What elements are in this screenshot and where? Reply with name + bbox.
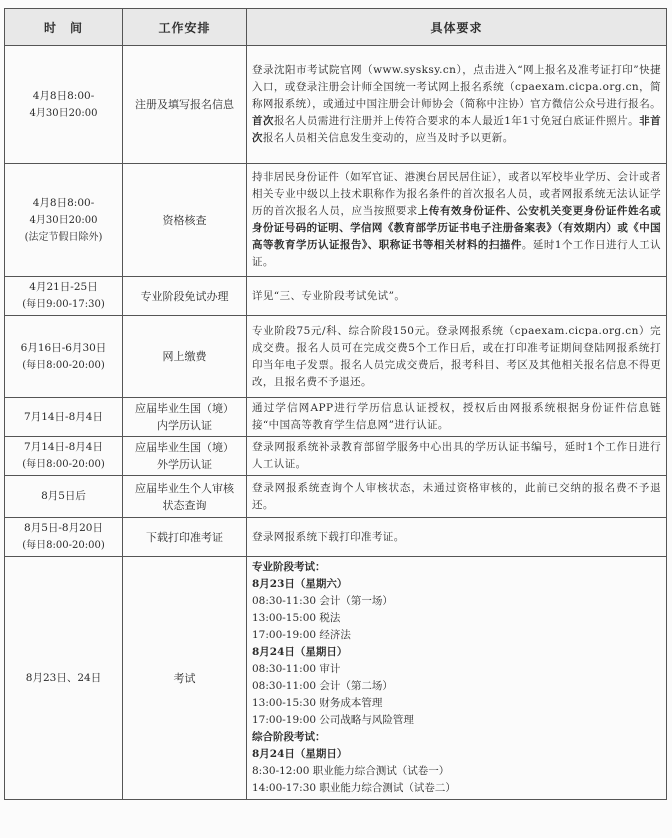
row-requirements bbox=[247, 277, 667, 316]
table-row bbox=[5, 277, 667, 316]
requirement-text bbox=[252, 323, 661, 391]
task-line: 资格核查 bbox=[162, 213, 207, 227]
row-requirements bbox=[247, 437, 667, 476]
requirement-segment: 登录网报系统补录教育部留学服务中心出具的学历认证书编号，延时1个工作日进行人工认证。 bbox=[252, 441, 661, 470]
task-line: 网上缴费 bbox=[162, 350, 207, 363]
row-time bbox=[5, 277, 123, 316]
requirement-text bbox=[252, 529, 661, 546]
row-task bbox=[123, 316, 247, 398]
exam-session: 08:30-11:30 会计（第一场） bbox=[252, 595, 393, 607]
task-line: 应届毕业生国（境） bbox=[135, 402, 234, 415]
row-time bbox=[5, 164, 123, 277]
time-line: 6月16日-6月30日 bbox=[20, 341, 107, 354]
row-task bbox=[123, 164, 247, 277]
requirement-segment: 详见“三、专业阶段考试免试”。 bbox=[252, 289, 406, 302]
time-line: 7月14日-8月4日 bbox=[24, 410, 103, 423]
row-task bbox=[123, 437, 247, 476]
row-task: 考试 bbox=[123, 557, 247, 800]
time-line: 4月8日8:00- bbox=[32, 196, 95, 209]
row-time bbox=[5, 476, 123, 518]
exam-heading: 8月24日（星期日） bbox=[252, 748, 348, 760]
time-line: 7月14日-8月4日 bbox=[24, 441, 103, 453]
table-row bbox=[5, 518, 667, 557]
table-row bbox=[5, 398, 667, 437]
requirement-text bbox=[252, 480, 661, 514]
row-time bbox=[5, 437, 123, 476]
exam-heading: 专业阶段考试： bbox=[252, 561, 326, 573]
task-line: 内学历认证 bbox=[157, 419, 212, 432]
table-header-row bbox=[5, 9, 667, 46]
row-time bbox=[5, 398, 123, 437]
requirement-text bbox=[252, 62, 661, 147]
requirement-segment: 持非居民身份证件（如军官证、港澳台居民居住证），或者以军校毕业学历、会计或者相关专业中级以上技术职称作为报名条件的首次报名人员，或者网报系统无法认证学历的首次报名人员，应当按照要求 bbox=[252, 171, 661, 217]
time-line: (每日8:00-20:00) bbox=[22, 540, 105, 551]
header-requirements: 具体要求 bbox=[247, 9, 667, 46]
row-task bbox=[123, 476, 247, 518]
time-line: (每日8:00-20:00) bbox=[22, 359, 105, 371]
table-row bbox=[5, 476, 667, 518]
time-note: (法定节假日除外) bbox=[24, 231, 103, 243]
exam-heading: 8月24日（星期日） bbox=[252, 646, 348, 658]
requirement-segment: 登录沈阳市考试院官网（www.sysksy.cn），点击进入“网上报名及准考证打印”快捷入口，或登录注册会计师全国统一考试网上报名系统（cpaexam.cicpa.org.cn，简称网报系统），或通过中国注册会计师协会（简称中注协）官方微信公众号进行报名。 bbox=[252, 64, 661, 110]
table-body bbox=[5, 46, 667, 800]
requirement-segment: 报名人员相关信息发生变动的，应当及时予以更新。 bbox=[262, 132, 514, 144]
exam-session: 08:30-11:00 会计（第二场） bbox=[252, 680, 393, 692]
requirement-segment: 专业阶段75元/科、综合阶段150元。登录网报系统（cpaexam.cicpa.org.cn）完成交费。报名人员可在完成交费5个工作日后，或在打印准考证期间登陆网报系统打印当年电子发票。报名人员完成交费后，报考科目、考区及其他相关报名信息不得更改，且报名费不予退还。 bbox=[252, 324, 661, 388]
row-task bbox=[123, 46, 247, 164]
requirement-segment: 登录网报系统查询个人审核状态，未通过资格审核的，此前已交纳的报名费不予退还。 bbox=[252, 481, 661, 511]
requirement-text bbox=[252, 400, 661, 434]
table-row bbox=[5, 164, 667, 277]
exam-session: 8:30-12:00 职业能力综合测试（试卷一） bbox=[252, 765, 450, 777]
exam-session: 14:00-17:30 职业能力综合测试（试卷二） bbox=[252, 782, 456, 794]
exam-session: 17:00-19:00 经济法 bbox=[252, 629, 351, 641]
requirement-segment: 报名人员需进行注册并上传符合要求的本人最近1年1寸免冠白底证件照片。 bbox=[273, 115, 640, 127]
table-row bbox=[5, 316, 667, 398]
row-time bbox=[5, 316, 123, 398]
row-task bbox=[123, 398, 247, 437]
time-line: 8月5日后 bbox=[41, 490, 86, 502]
requirement-text bbox=[252, 288, 661, 305]
header-time: 时 间 bbox=[5, 9, 123, 46]
row-requirements bbox=[247, 398, 667, 437]
time-line: 4月30日20:00 bbox=[29, 107, 98, 119]
exam-heading: 8月23日（星期六） bbox=[252, 578, 348, 590]
task-line: 应届毕业生个人审核 bbox=[135, 481, 234, 495]
row-time: 8月23日、24日 bbox=[5, 557, 123, 800]
task-line: 外学历认证 bbox=[157, 458, 212, 471]
exam-schedule-table bbox=[4, 8, 667, 800]
row-requirements bbox=[247, 476, 667, 518]
row-requirements bbox=[247, 46, 667, 164]
table-row bbox=[5, 46, 667, 164]
task-line: 注册及填写报名信息 bbox=[135, 98, 234, 111]
requirement-emphasis: 上传有效身份证件、公安机关变更身份证件姓名或身份证号码的证明、学信网《教育部学历证书电子注册备案表》（有效期内）或《中国高等教育学历认证报告》、职称证书等相关材料的扫描件 bbox=[252, 205, 661, 251]
time-line: (每日8:00-20:00) bbox=[22, 459, 105, 470]
exam-session: 17:00-19:00 公司战略与风险管理 bbox=[252, 714, 414, 726]
exam-session: 13:00-15:30 财务成本管理 bbox=[252, 697, 383, 709]
time-line: 4月8日8:00- bbox=[32, 89, 95, 102]
requirement-text bbox=[252, 439, 661, 473]
table-row bbox=[5, 437, 667, 476]
time-line: 4月30日20:00 bbox=[29, 214, 98, 226]
row-requirements bbox=[247, 518, 667, 557]
exam-schedule bbox=[247, 557, 667, 800]
time-line: (每日9:00-17:30) bbox=[22, 299, 105, 310]
task-line: 状态查询 bbox=[162, 498, 207, 512]
header-task: 工作安排 bbox=[123, 9, 247, 46]
row-task bbox=[123, 277, 247, 316]
row-task bbox=[123, 518, 247, 557]
table-row-exam bbox=[5, 557, 667, 800]
exam-session: 13:00-15:00 税法 bbox=[252, 612, 341, 624]
requirement-emphasis: 非首次 bbox=[252, 115, 661, 144]
row-requirements bbox=[247, 164, 667, 277]
exam-session: 08:30-11:00 审计 bbox=[252, 663, 341, 675]
time-line: 8月5日-8月20日 bbox=[24, 522, 103, 534]
time-line: 4月21日-25日 bbox=[29, 281, 98, 293]
task-line: 应届毕业生国（境） bbox=[135, 441, 234, 454]
requirement-segment: 。延时1个工作日进行人工认证。 bbox=[252, 239, 661, 268]
row-requirements bbox=[247, 316, 667, 398]
task-line: 下载打印准考证 bbox=[146, 530, 223, 544]
requirement-segment: 通过学信网APP进行学历信息认证授权，授权后由网报系统根据身份证件信息链接“中国高等教育学生信息网”进行认证。 bbox=[252, 402, 661, 431]
exam-heading: 综合阶段考试： bbox=[252, 731, 326, 743]
row-time bbox=[5, 46, 123, 164]
task-line: 专业阶段免试办理 bbox=[140, 289, 229, 303]
requirement-text bbox=[252, 169, 661, 271]
requirement-segment: 登录网报系统下载打印准考证。 bbox=[252, 530, 405, 543]
row-time bbox=[5, 518, 123, 557]
requirement-emphasis: 首次 bbox=[252, 115, 274, 127]
